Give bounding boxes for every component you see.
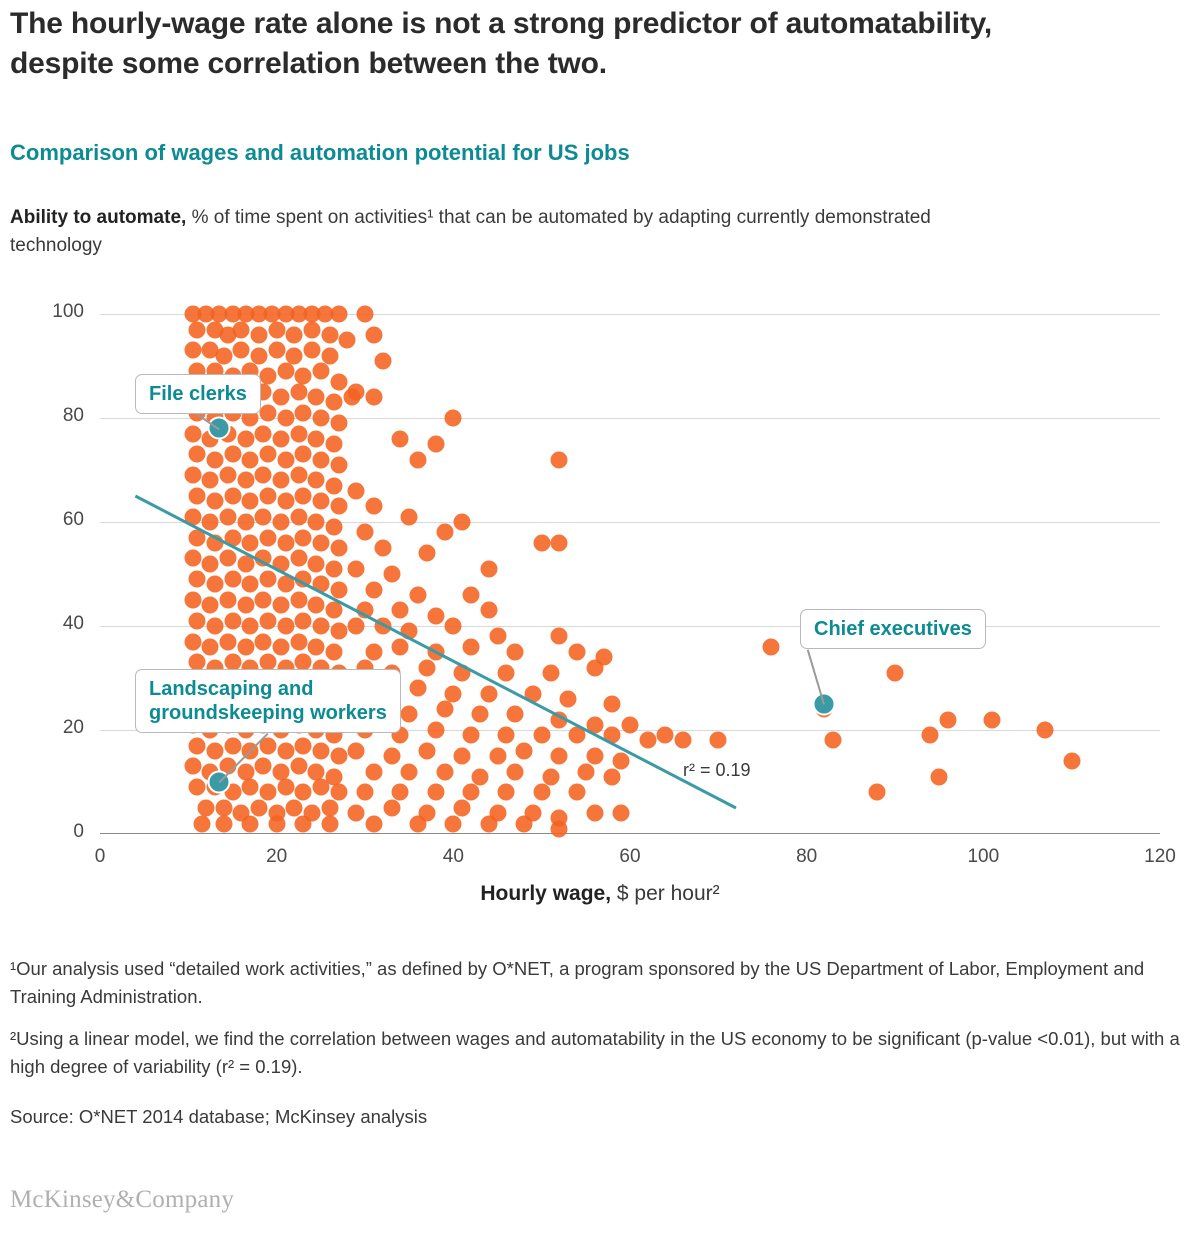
page-headline: The hourly-wage rate alone is not a strong predictor of automatability, despite some correlation between the two. <box>10 7 993 80</box>
mckinsey-logo: McKinsey&Company <box>10 1186 235 1213</box>
plot-area <box>52 301 1176 867</box>
y-axis-tick-label: 0 <box>73 821 84 842</box>
y-axis-tick-label: 20 <box>62 717 84 738</box>
x-axis-title <box>0 882 1200 906</box>
chart-subhead: Comparison of wages and automation potential for US jobs <box>10 140 630 165</box>
scatter-chart <box>0 290 1200 910</box>
y-axis-description-bold: Ability to automate, <box>10 207 187 228</box>
x-axis-tick-label: 20 <box>266 846 288 867</box>
x-axis-tick-label: 100 <box>967 846 1000 867</box>
callout-label: Chief executives <box>814 618 972 640</box>
x-axis-tick-label: 60 <box>619 846 641 867</box>
footnotes-block <box>10 955 1180 1132</box>
x-axis-tick-label: 120 <box>1144 846 1176 867</box>
y-axis-description <box>10 204 1010 259</box>
callout-landscaping-and-groundskeeping-workers[interactable] <box>135 669 401 733</box>
callout-chief-executives[interactable] <box>800 609 986 649</box>
x-axis-tick-label: 40 <box>442 846 464 867</box>
y-axis-tick-label: 60 <box>62 509 84 530</box>
y-axis-description-rest: % of time spent on activities¹ that can be automated by adapting currently demonstrated technology <box>10 207 931 256</box>
source-line: Source: O*NET 2014 database; McKinsey analysis <box>10 1106 428 1128</box>
x-axis-tick-label: 0 <box>94 846 106 867</box>
x-axis-title-rest: $ per hour² <box>611 882 720 905</box>
footnote-1: ¹Our analysis used “detailed work activities,” as defined by O*NET, a program sponsored by the US Department of Labor, Employment and Training Administration. <box>10 958 1145 1008</box>
y-axis-tick-label: 80 <box>62 405 84 426</box>
callout-file-clerks[interactable] <box>135 374 261 414</box>
y-axis-tick-label: 100 <box>52 301 84 322</box>
footnote-2: ²Using a linear model, we find the correlation between wages and automatability in the US economy to be significant (p-value <0.01), but with a high degree of variability (r² = 0.19). <box>10 1028 1180 1078</box>
callout-label: File clerks <box>149 383 247 405</box>
r2-annotation: r² = 0.19 <box>683 759 751 780</box>
x-axis-title-bold: Hourly wage, <box>480 882 612 905</box>
callout-label: Landscaping and groundskeeping workers <box>149 678 387 724</box>
y-axis-tick-label: 40 <box>62 613 84 634</box>
x-axis-tick-label: 80 <box>796 846 818 867</box>
